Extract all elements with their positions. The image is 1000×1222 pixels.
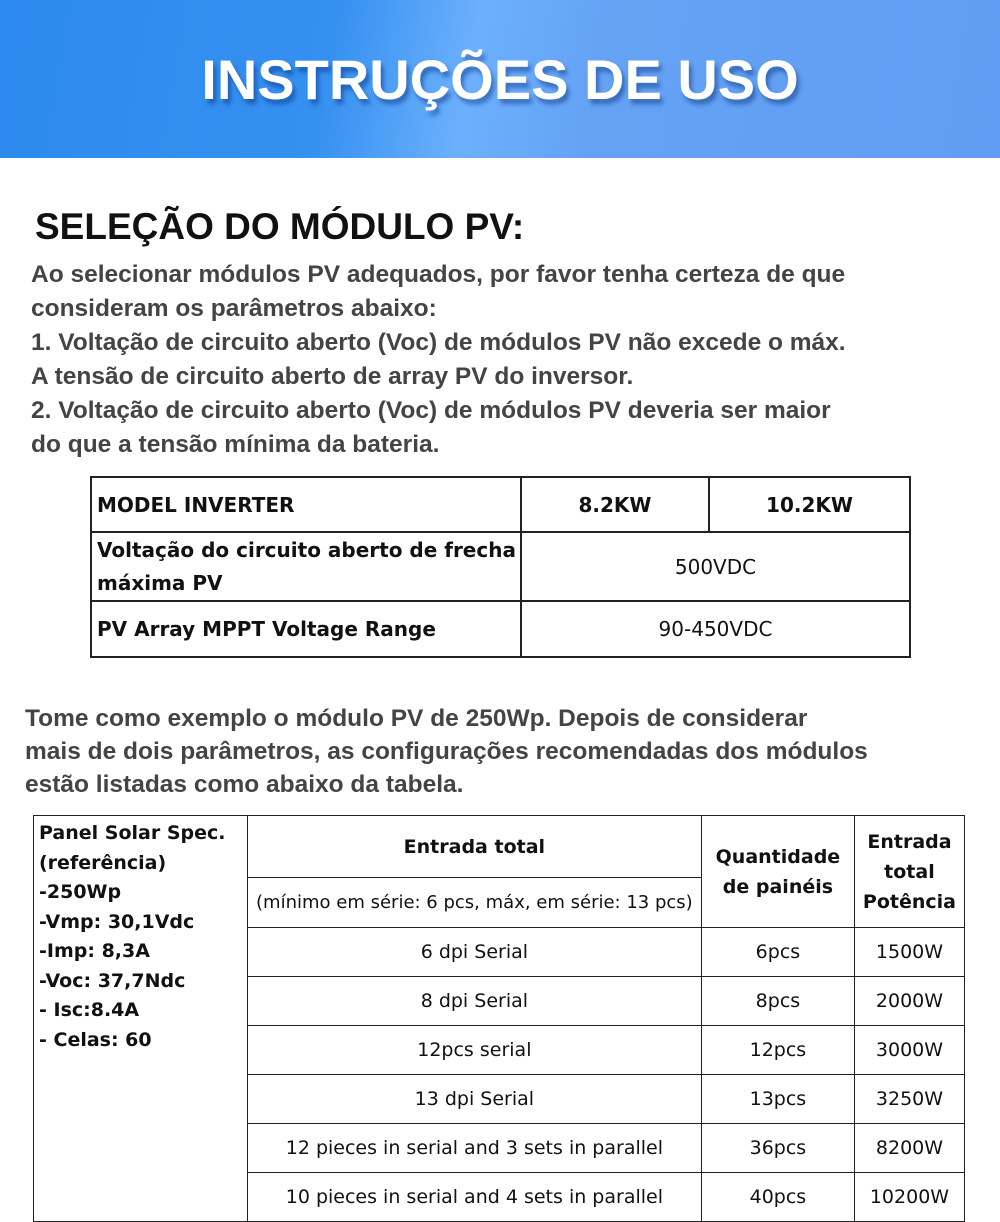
intro-line: do que a tensão mínima da bateria. xyxy=(31,431,440,458)
power-cell: 1500W xyxy=(854,928,964,977)
qty-cell: 40pcs xyxy=(701,1173,854,1222)
example-line: estão listadas como abaixo da tabela. xyxy=(25,771,464,798)
row-label: Voltação do circuito aberto de frecha máxima PV xyxy=(91,532,521,601)
config-cell: 13 dpi Serial xyxy=(247,1075,701,1124)
spec-line: Panel Solar Spec. xyxy=(39,822,226,844)
spec-line: - Celas: 60 xyxy=(39,1028,152,1051)
spec-line: -Imp: 8,3A xyxy=(39,940,150,962)
section-heading: SELEÇÃO DO MÓDULO PV: xyxy=(35,206,525,247)
intro-line: A tensão de circuito aberto de array PV do inversor. xyxy=(31,363,634,390)
power-cell: 2000W xyxy=(854,977,964,1026)
page-title: INSTRUÇÕES DE USO xyxy=(201,47,799,111)
qty-cell: 8pcs xyxy=(701,977,854,1026)
power-cell: 10200W xyxy=(854,1173,964,1222)
power-cell: 8200W xyxy=(854,1124,964,1173)
spec-line: -Vmp: 30,1Vdc xyxy=(39,910,195,933)
qty-cell: 12pcs xyxy=(701,1026,854,1075)
header-input-sub: (mínimo em série: 6 pcs, máx, em série: 13 pcs) xyxy=(247,878,701,928)
row-value: 500VDC xyxy=(521,532,910,601)
header-cell: 10.2KW xyxy=(709,477,910,532)
header-qty: Quantidade de painéis xyxy=(701,816,854,928)
header-power: Entrada total Potência xyxy=(854,816,964,928)
example-line: mais de dois parâmetros, as configurações recomendadas dos módulos xyxy=(25,738,868,765)
header-cell: MODEL INVERTER xyxy=(91,477,521,532)
config-cell: 6 dpi Serial xyxy=(247,928,701,977)
intro-line: Ao selecionar módulos PV adequados, por favor tenha certeza de que xyxy=(31,261,846,288)
spec-line: -250Wp xyxy=(39,881,122,903)
configuration-table xyxy=(33,815,965,1222)
power-cell: 3250W xyxy=(854,1075,964,1124)
qty-cell: 13pcs xyxy=(701,1075,854,1124)
example-line: Tome como exemplo o módulo PV de 250Wp. Depois de considerar xyxy=(25,705,808,732)
row-label: PV Array MPPT Voltage Range xyxy=(91,601,521,657)
config-cell: 12pcs serial xyxy=(247,1026,701,1075)
intro-line: consideram os parâmetros abaixo: xyxy=(31,295,437,322)
header-banner xyxy=(0,0,1000,158)
header-cell: 8.2KW xyxy=(521,477,709,532)
config-cell: 8 dpi Serial xyxy=(247,977,701,1026)
example-text xyxy=(25,702,985,801)
intro-text xyxy=(31,258,991,462)
panel-spec-cell xyxy=(34,816,248,1222)
spec-line: - Isc:8.4A xyxy=(39,999,140,1021)
header-input: Entrada total xyxy=(247,816,701,878)
qty-cell: 6pcs xyxy=(701,928,854,977)
intro-line: 1. Voltação de circuito aberto (Voc) de módulos PV não excede o máx. xyxy=(31,329,846,356)
inverter-table xyxy=(90,476,911,658)
qty-cell: 36pcs xyxy=(701,1124,854,1173)
row-value: 90-450VDC xyxy=(521,601,910,657)
spec-line: -Voc: 37,7Ndc xyxy=(39,969,186,992)
spec-line: (referência) xyxy=(39,851,167,874)
config-cell: 10 pieces in serial and 4 sets in parallel xyxy=(247,1173,701,1222)
intro-line: 2. Voltação de circuito aberto (Voc) de módulos PV deveria ser maior xyxy=(31,397,831,424)
config-cell: 12 pieces in serial and 3 sets in parallel xyxy=(247,1124,701,1173)
power-cell: 3000W xyxy=(854,1026,964,1075)
